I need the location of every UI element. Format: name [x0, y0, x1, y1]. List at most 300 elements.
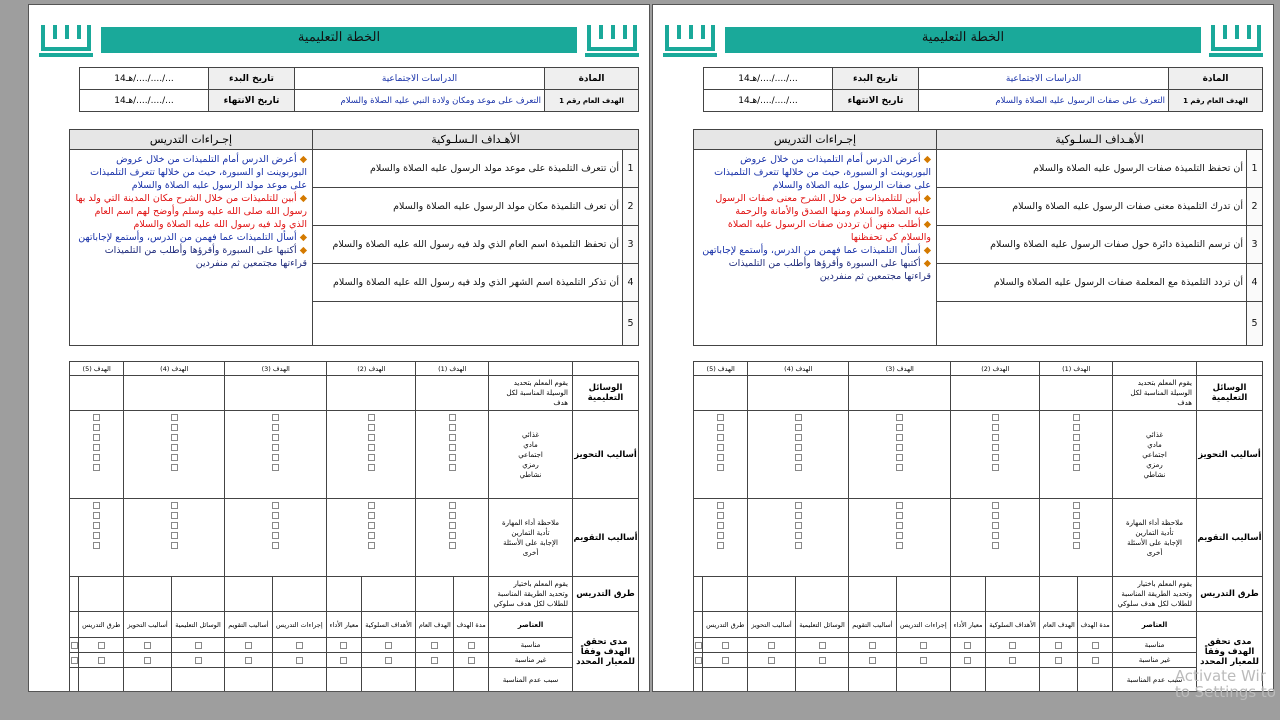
checkbox[interactable]	[272, 434, 279, 441]
lesson-info-table	[79, 67, 639, 112]
checkbox[interactable]	[992, 512, 999, 519]
objective-number: 3	[623, 226, 639, 264]
objective-number: 5	[623, 302, 639, 346]
objective-text: أن تردد التلميذة مع المعلمة صفات الرسول عليه الصلاة والسلام	[937, 264, 1247, 302]
checkbox[interactable]	[98, 657, 105, 664]
checkbox[interactable]	[896, 434, 903, 441]
checkbox[interactable]	[1092, 642, 1099, 649]
procedure-text: أطلب منهن أن ترددن صفات الرسول عليه الصلاة والسلام كي تحفظنها	[727, 219, 931, 243]
checkbox[interactable]	[368, 542, 375, 549]
checkbox[interactable]	[992, 424, 999, 431]
bullet-icon: ◆	[296, 245, 307, 256]
checkbox[interactable]	[717, 512, 724, 519]
checkbox[interactable]	[896, 502, 903, 509]
goal-number-header: الهدف (1)	[416, 362, 489, 376]
checkbox[interactable]	[272, 414, 279, 421]
checkbox[interactable]	[449, 542, 456, 549]
objective-text	[313, 302, 623, 346]
general-goal-label: الهدف العام رقم 1	[1169, 90, 1263, 112]
checkbox[interactable]	[1073, 512, 1080, 519]
strategy-item: رمزي	[522, 460, 539, 469]
bullet-icon: ◆	[920, 154, 931, 165]
checkbox[interactable]	[449, 444, 456, 451]
checkbox[interactable]	[1073, 464, 1080, 471]
element-col-header: مدة الهدف	[1078, 612, 1113, 638]
checkbox[interactable]	[272, 464, 279, 471]
procedure-text: أسأل التلميذات عما فهمن من الدرس، وأستمع لإجاباتهن	[78, 232, 297, 243]
aids-label: الوسائل التعليمية	[573, 376, 639, 411]
objective-text: أن تذكر التلميذة اسم الشهر الذي ولد فيه رسول الله عليه الصلاة والسلام	[313, 264, 623, 302]
aids-note: يقوم المعلم بتحديد الوسيلة المناسبة لكل هدف	[489, 376, 573, 411]
checkbox[interactable]	[1073, 454, 1080, 461]
end-date-value: 14هـ/..../..../...	[80, 90, 209, 112]
checkbox[interactable]	[992, 434, 999, 441]
checkbox[interactable]	[992, 502, 999, 509]
checkbox[interactable]	[272, 424, 279, 431]
checkbox[interactable]	[368, 522, 375, 529]
checkbox[interactable]	[992, 522, 999, 529]
logo-icon	[583, 19, 641, 59]
checkbox[interactable]	[1073, 434, 1080, 441]
strategy-item: نشاطي	[519, 470, 542, 479]
goal-number-header: الهدف (3)	[225, 362, 327, 376]
procedure-text: أبين للتلميذات من خلال الشرح معنى صفات الرسول عليه الصلاة والسلام ومنها الصدق والأمانة والرحمة	[715, 193, 931, 217]
checkbox[interactable]	[272, 454, 279, 461]
checkbox[interactable]	[171, 522, 178, 529]
checkbox[interactable]	[1073, 414, 1080, 421]
checkbox[interactable]	[368, 502, 375, 509]
checkbox[interactable]	[896, 454, 903, 461]
checkbox[interactable]	[695, 642, 702, 649]
checkbox[interactable]	[449, 532, 456, 539]
element-col-header: الوسائل التعليمية	[795, 612, 848, 638]
objective-text	[937, 302, 1247, 346]
checkbox[interactable]	[1092, 657, 1099, 664]
methods-note: يقوم المعلم باختيار وتحديد الطريقة المناسبة للطلاب لكل هدف سلوكي	[489, 577, 573, 612]
checkbox[interactable]	[717, 424, 724, 431]
checkbox[interactable]	[449, 454, 456, 461]
checkbox[interactable]	[368, 424, 375, 431]
checkbox[interactable]	[296, 642, 303, 649]
checkbox[interactable]	[272, 512, 279, 519]
goal-number-header: الهدف (3)	[849, 362, 951, 376]
checkbox[interactable]	[449, 414, 456, 421]
checkbox[interactable]	[71, 642, 78, 649]
objective-text: أن تحفظ التلميذة اسم العام الذي ولد فيه رسول الله عليه الصلاة والسلام	[313, 226, 623, 264]
strategy-item: اجتماعي	[1142, 450, 1167, 459]
checkbox[interactable]	[992, 542, 999, 549]
checkbox[interactable]	[992, 414, 999, 421]
side-label: مدى تحقق الهدف وفقاً للمعيار المحدد	[1197, 612, 1263, 692]
goal-number-header: الهدف (1)	[1040, 362, 1113, 376]
checkbox[interactable]	[71, 657, 78, 664]
checkbox[interactable]	[920, 642, 927, 649]
checkbox[interactable]	[819, 642, 826, 649]
checkbox[interactable]	[896, 444, 903, 451]
objective-text: أن تتعرف التلميذة على موعد مولد الرسول عليه الصلاة والسلام	[313, 150, 623, 188]
objectives-header: الأهـداف الـسلـوكية	[313, 130, 639, 150]
start-date-value: 14هـ/..../..../...	[80, 68, 209, 90]
checkbox[interactable]	[98, 642, 105, 649]
checkbox[interactable]	[795, 542, 802, 549]
checkbox[interactable]	[1073, 502, 1080, 509]
element-col-header: أساليب التقويم	[225, 612, 272, 638]
checkbox[interactable]	[93, 434, 100, 441]
logo-icon	[37, 19, 95, 59]
checkbox[interactable]	[896, 532, 903, 539]
suitability-label: غير مناسبة	[1113, 653, 1197, 668]
checkbox[interactable]	[171, 444, 178, 451]
element-col-header: معيار الأداء	[327, 612, 362, 638]
checkbox[interactable]	[449, 502, 456, 509]
procedure-text: أعرض الدرس أمام التلميذات من خلال عروض البوربوينت او السبورة، حيث من خلالها تتعرف التلميذات على موعد مولد الرسول عليه الصلاة والسلام	[90, 154, 307, 191]
strategies-label: أساليب التحويز	[573, 411, 639, 499]
procedures-cell	[694, 150, 937, 346]
objective-text: أن تدرك التلميذة معنى صفات الرسول عليه الصلاة والسلام	[937, 188, 1247, 226]
objective-text: أن تحفظ التلميذة صفات الرسول عليه الصلاة والسلام	[937, 150, 1247, 188]
objective-number: 4	[1247, 264, 1263, 302]
checkbox[interactable]	[717, 414, 724, 421]
teaching-methods-label: طرق التدريس	[573, 577, 639, 612]
procedure-item	[75, 153, 307, 192]
checkbox[interactable]	[368, 532, 375, 539]
procedure-text: أكتبها على السبورة وأقرؤها وأطلب من التلميذات قراءتها مجتمعين ثم منفردين	[728, 258, 931, 282]
suitability-label: غير مناسبة	[489, 653, 573, 668]
bullet-icon: ◆	[296, 154, 307, 165]
checkbox[interactable]	[896, 512, 903, 519]
subject-value: الدراسات الاجتماعية	[295, 68, 545, 90]
strategy-item: نشاطي	[1143, 470, 1166, 479]
goal-number-header: الهدف (5)	[70, 362, 124, 376]
checkbox[interactable]	[468, 657, 475, 664]
checkbox[interactable]	[296, 657, 303, 664]
strategy-item: اجتماعي	[518, 450, 543, 459]
checkbox[interactable]	[171, 434, 178, 441]
checkbox[interactable]	[171, 532, 178, 539]
evaluation-item: ملاحظة أداء المهارة	[1125, 518, 1184, 527]
sheet-right	[652, 4, 1274, 692]
general-goal-text: التعرف على موعد ومكان ولادة النبي عليه الصلاة والسلام	[295, 90, 545, 112]
watermark: Activate Wir to Settings to	[1174, 667, 1276, 701]
strategy-item: مادي	[523, 440, 538, 449]
checkbox[interactable]	[171, 542, 178, 549]
checkbox[interactable]	[795, 444, 802, 451]
checkbox[interactable]	[449, 522, 456, 529]
bullet-icon: ◆	[920, 193, 931, 204]
objective-text: أن تعرف التلميذة مكان مولد الرسول عليه الصلاة والسلام	[313, 188, 623, 226]
checkbox[interactable]	[385, 642, 392, 649]
objective-number: 3	[1247, 226, 1263, 264]
checkbox[interactable]	[93, 424, 100, 431]
checkbox[interactable]	[195, 657, 202, 664]
checkbox[interactable]	[245, 657, 252, 664]
evaluation-label: أساليب التقويم	[1197, 499, 1263, 577]
checkbox[interactable]	[272, 542, 279, 549]
checkbox[interactable]	[768, 657, 775, 664]
end-date-label: تاريخ الانتهاء	[833, 90, 919, 112]
suitability-label: مناسبة	[1113, 638, 1197, 653]
checkbox[interactable]	[431, 642, 438, 649]
checkbox[interactable]	[1009, 642, 1016, 649]
checkbox[interactable]	[171, 454, 178, 461]
evaluation-item: تأدية التمارين	[1135, 528, 1174, 537]
procedure-item	[699, 192, 931, 218]
checkbox[interactable]	[717, 454, 724, 461]
side-label: مدى تحقق الهدف وفقاً للمعيار المحدد	[573, 612, 639, 692]
checkbox[interactable]	[171, 512, 178, 519]
suitability-label: سبب عدم المناسبة	[1113, 668, 1197, 692]
procedure-item	[699, 244, 931, 257]
sheet-left	[28, 4, 650, 692]
bullet-icon: ◆	[296, 193, 307, 204]
checkbox[interactable]	[992, 444, 999, 451]
checkbox[interactable]	[717, 532, 724, 539]
checkbox[interactable]	[717, 464, 724, 471]
evaluation-item: تأدية التمارين	[511, 528, 550, 537]
checkbox[interactable]	[171, 502, 178, 509]
evaluation-item: الإجابة على الأسئلة	[503, 538, 558, 547]
procedure-text: أعرض الدرس أمام التلميذات من خلال عروض البوربوينت او السبورة، حيث من خلالها تتعرف التلميذات على صفات الرسول عليه الصلاة والسلام	[714, 154, 931, 191]
checkbox[interactable]	[795, 434, 802, 441]
checkbox[interactable]	[368, 512, 375, 519]
evaluation-item: أخرى	[522, 548, 539, 557]
procedures-header: إجـراءات التدريس	[70, 130, 313, 150]
checkbox[interactable]	[722, 642, 729, 649]
checkbox[interactable]	[795, 502, 802, 509]
element-col-header: أساليب التحويز	[748, 612, 795, 638]
goal-number-header: الهدف (2)	[951, 362, 1040, 376]
checkbox[interactable]	[171, 464, 178, 471]
checkbox[interactable]	[896, 424, 903, 431]
checkbox[interactable]	[272, 522, 279, 529]
element-col-header: الأهداف السلوكية	[985, 612, 1040, 638]
strategy-item: غذائي	[1145, 430, 1164, 439]
checkbox[interactable]	[1073, 532, 1080, 539]
element-col-header: الهدف العام	[416, 612, 454, 638]
suitability-label: مناسبة	[489, 638, 573, 653]
logo-icon	[1207, 19, 1265, 59]
checkbox[interactable]	[896, 414, 903, 421]
element-col-header: إجراءات التدريس	[272, 612, 327, 638]
element-col-header: طرق التدريس	[79, 612, 124, 638]
checkbox[interactable]	[144, 642, 151, 649]
element-col-header: معيار الأداء	[951, 612, 986, 638]
logo-icon	[661, 19, 719, 59]
checkbox[interactable]	[717, 522, 724, 529]
checkbox[interactable]	[340, 657, 347, 664]
bullet-icon: ◆	[296, 232, 307, 243]
checkbox[interactable]	[1073, 424, 1080, 431]
checkbox[interactable]	[340, 642, 347, 649]
checkbox[interactable]	[272, 532, 279, 539]
checkbox[interactable]	[93, 444, 100, 451]
checkbox[interactable]	[1073, 444, 1080, 451]
general-goal-label: الهدف العام رقم 1	[545, 90, 639, 112]
checkbox[interactable]	[992, 454, 999, 461]
checkbox[interactable]	[717, 444, 724, 451]
end-date-value: 14هـ/..../..../...	[704, 90, 833, 112]
element-col-header: أساليب التقويم	[849, 612, 896, 638]
checkbox[interactable]	[1073, 522, 1080, 529]
checkbox[interactable]	[896, 464, 903, 471]
objectives-table	[693, 129, 1263, 346]
aids-label: الوسائل التعليمية	[1197, 376, 1263, 411]
bullet-icon: ◆	[920, 219, 931, 230]
start-date-value: 14هـ/..../..../...	[704, 68, 833, 90]
procedure-item	[699, 257, 931, 283]
checkbox[interactable]	[272, 502, 279, 509]
lesson-info-table	[703, 67, 1263, 112]
checkbox[interactable]	[449, 512, 456, 519]
subject-value: الدراسات الاجتماعية	[919, 68, 1169, 90]
checkbox[interactable]	[1055, 642, 1062, 649]
goals-grid	[693, 361, 1263, 692]
checkbox[interactable]	[144, 657, 151, 664]
checkbox[interactable]	[1055, 657, 1062, 664]
objective-text: أن ترسم التلميذة دائرة حول صفات الرسول عليه الصلاة والسلام	[937, 226, 1247, 264]
checkbox[interactable]	[171, 414, 178, 421]
checkbox[interactable]	[869, 642, 876, 649]
checkbox[interactable]	[795, 464, 802, 471]
checkbox[interactable]	[368, 414, 375, 421]
checkbox[interactable]	[93, 532, 100, 539]
checkbox[interactable]	[795, 522, 802, 529]
start-date-label: تاريخ البدء	[209, 68, 295, 90]
checkbox[interactable]	[964, 642, 971, 649]
checkbox[interactable]	[964, 657, 971, 664]
checkbox[interactable]	[449, 434, 456, 441]
checkbox[interactable]	[368, 464, 375, 471]
evaluation-label: أساليب التقويم	[573, 499, 639, 577]
objective-number: 2	[1247, 188, 1263, 226]
procedure-item	[699, 218, 931, 244]
checkbox[interactable]	[896, 542, 903, 549]
checkbox[interactable]	[171, 424, 178, 431]
element-col-header: الوسائل التعليمية	[171, 612, 224, 638]
checkbox[interactable]	[795, 454, 802, 461]
checkbox[interactable]	[896, 522, 903, 529]
elements-label: العناصر	[489, 612, 573, 638]
checkbox[interactable]	[368, 454, 375, 461]
checkbox[interactable]	[195, 642, 202, 649]
checkbox[interactable]	[992, 532, 999, 539]
procedures-cell	[70, 150, 313, 346]
checkbox[interactable]	[920, 657, 927, 664]
checkbox[interactable]	[1009, 657, 1016, 664]
objective-number: 4	[623, 264, 639, 302]
objective-number: 1	[1247, 150, 1263, 188]
element-col-header: أساليب التحويز	[124, 612, 171, 638]
checkbox[interactable]	[869, 657, 876, 664]
checkbox[interactable]	[368, 444, 375, 451]
goal-number-header: الهدف (5)	[694, 362, 748, 376]
checkbox[interactable]	[717, 542, 724, 549]
teaching-methods-label: طرق التدريس	[1197, 577, 1263, 612]
procedure-item	[75, 244, 307, 270]
bullet-icon: ◆	[920, 258, 931, 269]
checkbox[interactable]	[449, 424, 456, 431]
checkbox[interactable]	[93, 414, 100, 421]
checkbox[interactable]	[768, 642, 775, 649]
procedure-text: أسأل التلميذات عما فهمن من الدرس، وأستمع لإجاباتهن	[702, 245, 921, 256]
checkbox[interactable]	[93, 512, 100, 519]
checkbox[interactable]	[717, 502, 724, 509]
objective-number: 1	[623, 150, 639, 188]
objective-number: 2	[623, 188, 639, 226]
evaluation-item: أخرى	[1146, 548, 1163, 557]
checkbox[interactable]	[795, 424, 802, 431]
checkbox[interactable]	[368, 434, 375, 441]
procedure-item	[75, 192, 307, 231]
checkbox[interactable]	[93, 454, 100, 461]
strategy-item: مادي	[1147, 440, 1162, 449]
plan-header: الخطة التعليمية	[725, 27, 1201, 53]
element-col-header: طرق التدريس	[703, 612, 748, 638]
checkbox[interactable]	[1073, 542, 1080, 549]
bullet-icon: ◆	[920, 245, 931, 256]
subject-label: المادة	[1169, 68, 1263, 90]
aids-note: يقوم المعلم بتحديد الوسيلة المناسبة لكل هدف	[1113, 376, 1197, 411]
checkbox[interactable]	[93, 464, 100, 471]
checkbox[interactable]	[695, 657, 702, 664]
procedure-text: أكتبها على السبورة وأقرؤها وأطلب من التلميذات قراءتها مجتمعين ثم منفردين	[104, 245, 307, 269]
checkbox[interactable]	[93, 542, 100, 549]
checkbox[interactable]	[992, 464, 999, 471]
checkbox[interactable]	[468, 642, 475, 649]
procedure-text: أبين للتلميذات من خلال الشرح مكان المدينة التي ولد بها رسول الله صلى الله عليه وسلم وأوضح لهم اسم العام الذي ولد فيه رسول الله عليه الصلاة والسلام	[75, 193, 307, 230]
checkbox[interactable]	[431, 657, 438, 664]
checkbox[interactable]	[819, 657, 826, 664]
procedure-item	[75, 231, 307, 244]
end-date-label: تاريخ الانتهاء	[209, 90, 295, 112]
plan-header: الخطة التعليمية	[101, 27, 577, 53]
objectives-table	[69, 129, 639, 346]
checkbox[interactable]	[93, 522, 100, 529]
checkbox[interactable]	[385, 657, 392, 664]
element-col-header: مدة الهدف	[454, 612, 489, 638]
objectives-header: الأهـداف الـسلـوكية	[937, 130, 1263, 150]
checkbox[interactable]	[795, 532, 802, 539]
checkbox[interactable]	[722, 657, 729, 664]
checkbox[interactable]	[245, 642, 252, 649]
goal-number-header: الهدف (4)	[124, 362, 225, 376]
checkbox[interactable]	[795, 512, 802, 519]
element-col-header: الهدف العام	[1040, 612, 1078, 638]
procedures-header: إجـراءات التدريس	[694, 130, 937, 150]
goal-number-header: الهدف (4)	[748, 362, 849, 376]
methods-note: يقوم المعلم باختيار وتحديد الطريقة المناسبة للطلاب لكل هدف سلوكي	[1113, 577, 1197, 612]
checkbox[interactable]	[717, 434, 724, 441]
element-col-header: الأهداف السلوكية	[361, 612, 416, 638]
procedure-item	[699, 153, 931, 192]
strategies-label: أساليب التحويز	[1197, 411, 1263, 499]
goals-grid	[69, 361, 639, 692]
strategy-item: غذائي	[521, 430, 540, 439]
checkbox[interactable]	[795, 414, 802, 421]
strategy-item: رمزي	[1146, 460, 1163, 469]
goal-number-header: الهدف (2)	[327, 362, 416, 376]
checkbox[interactable]	[272, 444, 279, 451]
checkbox[interactable]	[449, 464, 456, 471]
evaluation-item: الإجابة على الأسئلة	[1127, 538, 1182, 547]
start-date-label: تاريخ البدء	[833, 68, 919, 90]
objective-number: 5	[1247, 302, 1263, 346]
elements-label: العناصر	[1113, 612, 1197, 638]
suitability-label: سبب عدم المناسبة	[489, 668, 573, 692]
subject-label: المادة	[545, 68, 639, 90]
checkbox[interactable]	[93, 502, 100, 509]
evaluation-item: ملاحظة أداء المهارة	[501, 518, 560, 527]
